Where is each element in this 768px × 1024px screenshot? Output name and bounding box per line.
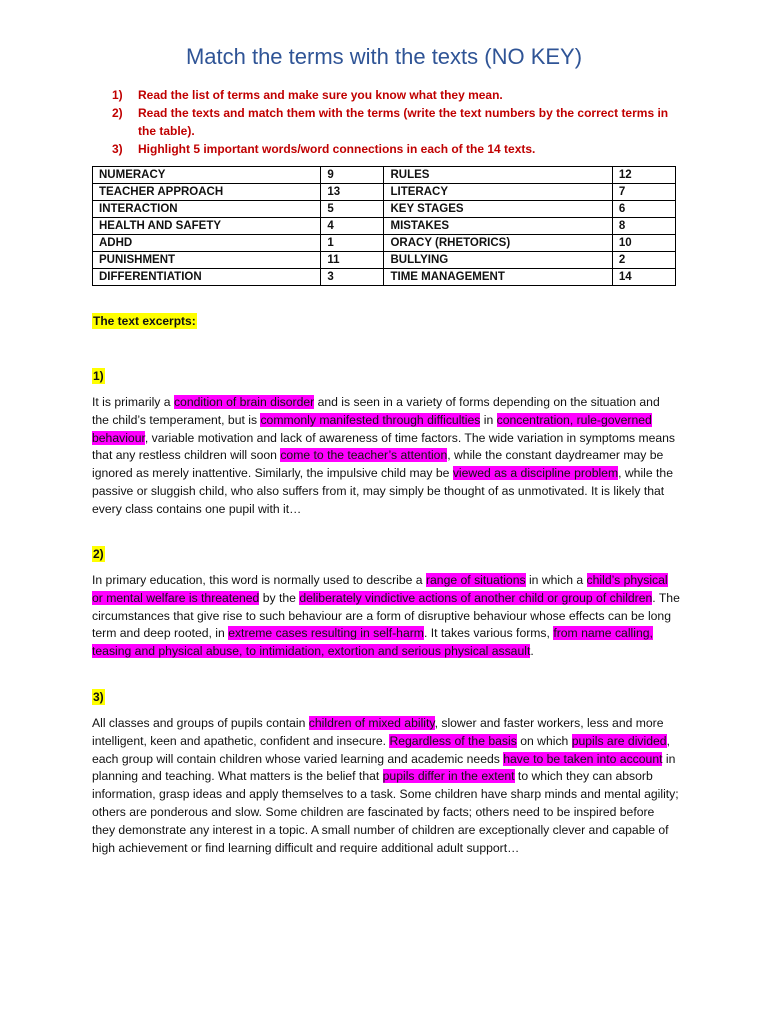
excerpt-number: 2) <box>93 547 104 561</box>
term-cell: MISTAKES <box>384 218 612 235</box>
term-cell: ADHD <box>93 235 321 252</box>
instruction-number: 1) <box>112 88 123 102</box>
text-run: . <box>530 644 534 659</box>
text-run: In primary education, this word is normally used to describe a <box>92 573 426 587</box>
text-run: in <box>480 412 497 427</box>
instruction-item <box>112 104 672 140</box>
highlighted-phrase: deliberately vindictive actions of another child or group of children <box>299 590 653 605</box>
text-number-cell: 12 <box>612 167 675 184</box>
term-cell: PUNISHMENT <box>93 252 321 269</box>
term-cell: ORACY (RHETORICS) <box>384 235 612 252</box>
text-number-cell: 2 <box>612 252 675 269</box>
term-cell: BULLYING <box>384 252 612 269</box>
text-run: . The circumstances that give rise to such behaviour are a form of disruptive behaviour whose effects can be long term and deep rooted, in <box>92 590 680 641</box>
term-cell: LITERACY <box>384 184 612 201</box>
excerpt-text <box>92 715 680 857</box>
table-row <box>93 269 676 286</box>
instruction-text: Read the texts and match them with the terms (write the text numbers by the correct terms in the table). <box>138 106 669 138</box>
text-number-cell: 10 <box>612 235 675 252</box>
text-number-cell: 13 <box>321 184 384 201</box>
text-run: , each group will contain children whose varied learning and academic needs <box>92 733 670 766</box>
text-number-cell: 5 <box>321 201 384 218</box>
text-number-cell: 14 <box>612 269 675 286</box>
term-cell: KEY STAGES <box>384 201 612 218</box>
excerpt-text <box>92 572 680 661</box>
instruction-number: 3) <box>112 142 123 156</box>
excerpt-number: 3) <box>93 690 104 704</box>
text-run: , while the constant daydreamer may be ignored as merely inattentive. Similarly, the impulsive child may be <box>92 448 664 481</box>
instruction-item <box>112 86 672 104</box>
highlighted-phrase: commonly manifested through difficulties <box>260 412 481 427</box>
text-number-cell: 6 <box>612 201 675 218</box>
term-cell: TIME MANAGEMENT <box>384 269 612 286</box>
highlighted-phrase: pupils are divided <box>571 733 667 748</box>
excerpt-number: 1) <box>93 369 104 383</box>
text-run: , while the passive or sluggish child, who also suffers from it, may simply be thought of as unmotivated. It is likely that every class contains one pupil with it… <box>92 466 673 516</box>
highlighted-phrase: come to the teacher’s attention <box>280 448 448 463</box>
text-run: , variable motivation and lack of awareness of time factors. The wide variation in symptoms means that any restless children will soon <box>92 430 676 463</box>
text-number-cell: 7 <box>612 184 675 201</box>
text-number-cell: 9 <box>321 167 384 184</box>
text-run: All classes and groups of pupils contain <box>92 716 309 730</box>
text-number-cell: 3 <box>321 269 384 286</box>
highlighted-phrase: extreme cases resulting in self-harm <box>228 626 424 641</box>
instruction-text: Highlight 5 important words/word connections in each of the 14 texts. <box>138 142 536 156</box>
text-run: by the <box>259 590 300 605</box>
text-number-cell: 11 <box>321 252 384 269</box>
text-run: and is seen in a variety of forms depending on the situation and the child’s temperament, but is <box>92 395 660 427</box>
text-run: in planning and teaching. What matters is the belief that <box>92 751 676 784</box>
table-row <box>93 235 676 252</box>
text-number-cell: 1 <box>321 235 384 252</box>
highlighted-phrase: range of situations <box>425 573 526 587</box>
term-cell: HEALTH AND SAFETY <box>93 218 321 235</box>
table-row <box>93 167 676 184</box>
highlighted-phrase: concentration, rule-governed behaviour <box>92 412 652 445</box>
highlighted-phrase: pupils differ in the extent <box>382 769 515 784</box>
highlighted-phrase: from name calling, teasing and physical abuse, to intimidation, extortion and serious physical assault <box>92 626 653 659</box>
instruction-item <box>112 140 672 158</box>
term-cell: INTERACTION <box>93 201 321 218</box>
highlighted-phrase: children of mixed ability <box>308 716 435 730</box>
term-cell: DIFFERENTIATION <box>93 269 321 286</box>
table-row <box>93 252 676 269</box>
table-row <box>93 201 676 218</box>
term-cell: TEACHER APPROACH <box>93 184 321 201</box>
term-cell: NUMERACY <box>93 167 321 184</box>
text-run: in which a <box>525 573 587 587</box>
page-title: Match the terms with the texts (NO KEY) <box>185 44 583 69</box>
table-row <box>93 218 676 235</box>
table-row <box>93 184 676 201</box>
highlighted-phrase: have to be taken into account <box>503 751 663 766</box>
instruction-number: 2) <box>112 106 123 120</box>
highlighted-phrase: viewed as a discipline problem <box>452 466 619 481</box>
highlighted-phrase: Regardless of the basis <box>389 733 517 748</box>
text-run: . It takes various forms, <box>423 626 554 641</box>
instructions-list <box>112 86 672 158</box>
highlighted-phrase: condition of brain disorder <box>173 395 315 409</box>
excerpt-text <box>92 394 680 519</box>
instruction-text: Read the list of terms and make sure you know what they mean. <box>138 88 503 102</box>
highlighted-phrase: child’s physical or mental welfare is threatened <box>92 573 668 605</box>
text-number-cell: 8 <box>612 218 675 235</box>
text-run: It is primarily a <box>92 395 174 409</box>
text-number-cell: 4 <box>321 218 384 235</box>
terms-table <box>92 166 676 286</box>
text-run: on which <box>516 733 572 748</box>
text-run: to which they can absorb information, grasp ideas and apply themselves to a task. Some children have sharp minds and mental agility; others are ponderous and slow. Some children are fascinated by facts; others need to be inspired before they demonstrate any interest in a topic. A small number of children are exceptionally clever and capable of high achievement or find learning difficult and require additional adult support… <box>92 769 679 855</box>
excerpts-label: The text excerpts: <box>93 314 196 328</box>
term-cell: RULES <box>384 167 612 184</box>
text-run: , slower and faster workers, less and more intelligent, keen and apathetic, confident and insecure. <box>92 716 664 748</box>
